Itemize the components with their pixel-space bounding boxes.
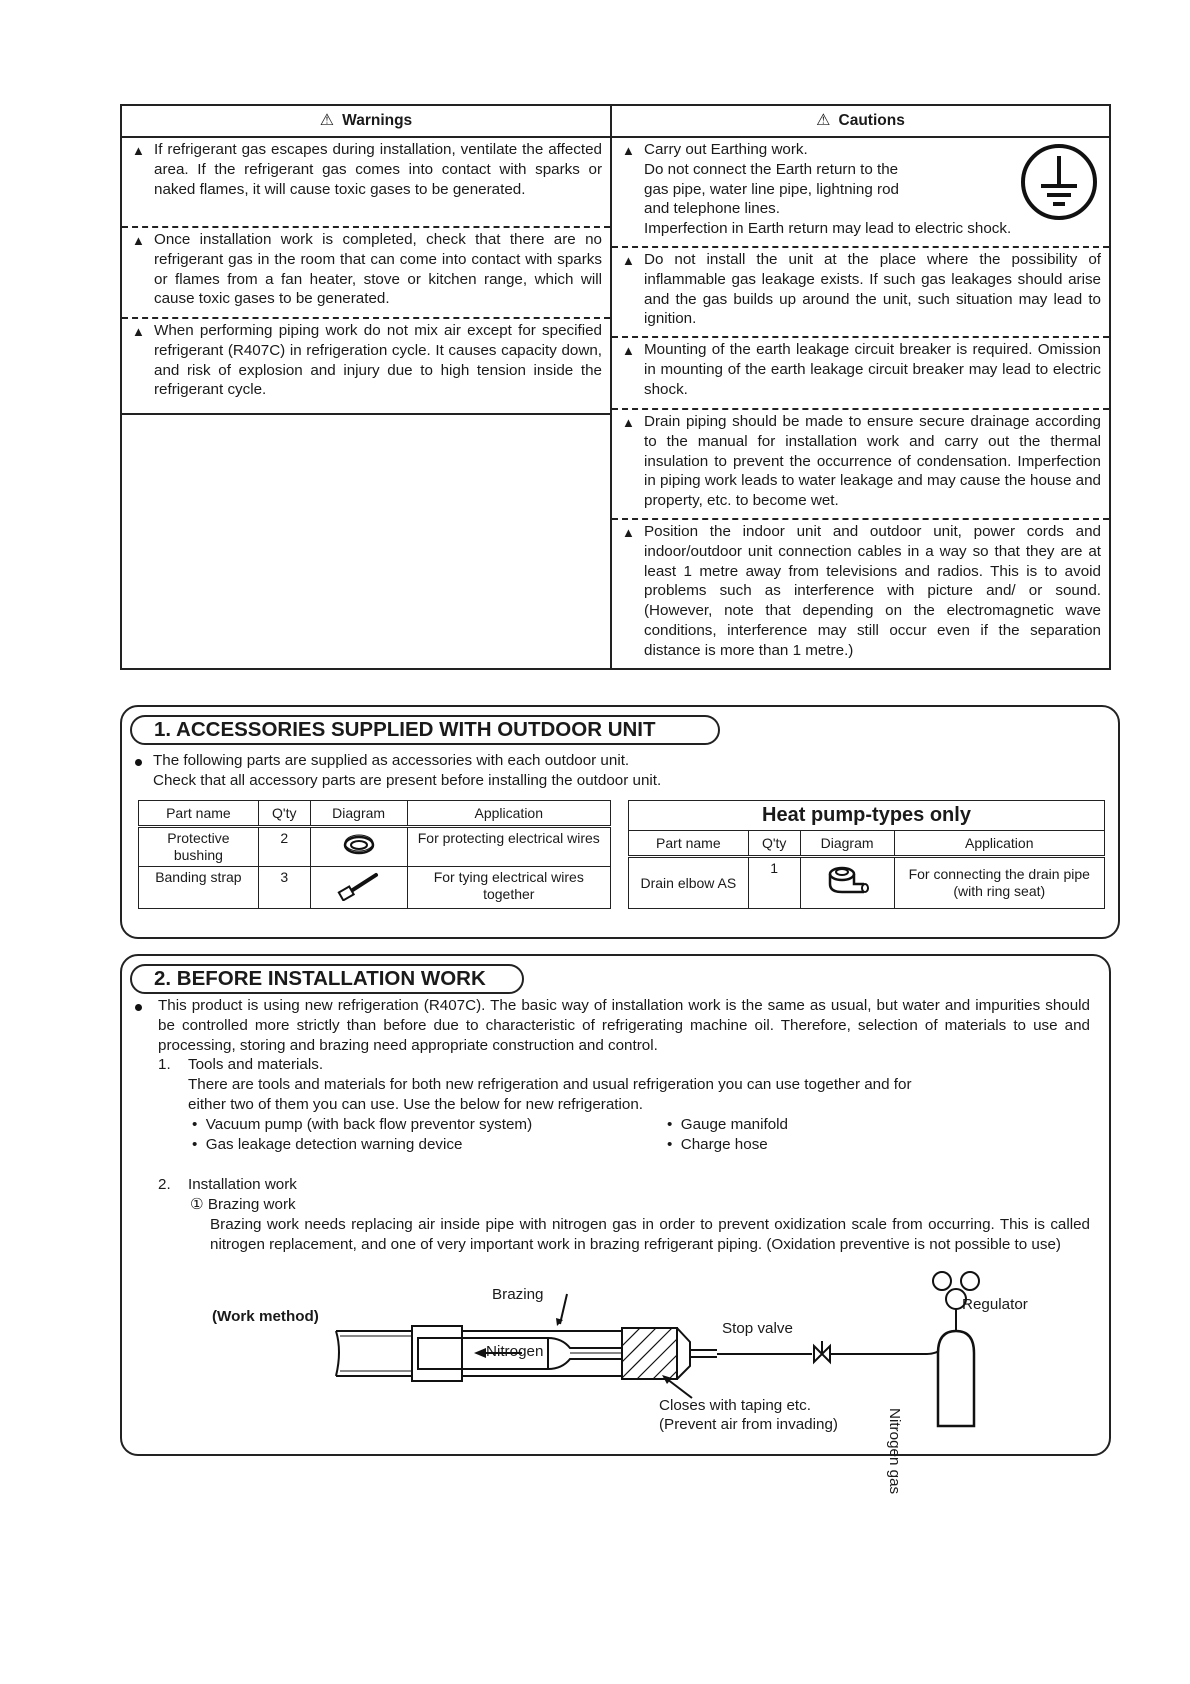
col-header: Q'ty <box>258 801 310 827</box>
nitrogen-label: Nitrogen <box>486 1343 544 1360</box>
tools-text: either two of them you can use. Use the below for new refrigeration. <box>188 1096 644 1113</box>
warning-item: ▲ When performing piping work do not mix air except for specified refrigerant (R407C) in refrigeration cycle. It causes capacity down, and risk of explosion and injury due to high tension inside the refrigerant cycle. <box>122 319 610 415</box>
warning-item: ▲ If refrigerant gas escapes during installation, ventilate the affected area. If the refrigerant gas comes into contact with sparks or naked flames, it will cause toxic gases to be generated. <box>122 138 610 228</box>
brazing-text: Brazing work needs replacing air inside pipe with nitrogen gas in order to prevent oxidization scale from occurring. This is called nitrogen replacement, and one of very important work in brazing refrigerant piping. (Oxidation preventive is not possible to use) <box>210 1216 1090 1253</box>
caution-item: ▲ Position the indoor unit and outdoor unit, power cords and indoor/outdoor unit connection cables in a way so that they are at least 1 metre away from televisions and radios. This is to avoid problems such as interference with picture and/ or sound. (However, note that depending on the electromagnetic wave conditions, interference may still occur even if the separation distance is more than 1 metre.) <box>622 523 1101 659</box>
table-row <box>139 827 611 867</box>
tool-item: • Vacuum pump (with back flow preventor system) <box>192 1116 533 1133</box>
cautions-header: ⚠ Cautions <box>612 106 1109 138</box>
table-row <box>139 867 611 909</box>
caution-earthing: ▲ Carry out Earthing work. Do not connect the Earth return to the gas pipe, water line pipe, lightning rod and telephone lines. Imperfection in Earth return may lead to electric shock. <box>612 138 1109 248</box>
work-method-label: (Work method) <box>212 1308 319 1325</box>
nitrogen-gas-label: Nitrogen gas <box>886 1408 903 1495</box>
part-name: Banding strap <box>139 867 259 909</box>
bullet-triangle-icon: ▲ <box>622 253 635 268</box>
bullet-triangle-icon: ▲ <box>132 233 145 248</box>
col-header: Part name <box>139 801 259 827</box>
bullet-triangle-icon: ▲ <box>622 343 635 358</box>
part-name: Protective bushing <box>139 827 259 867</box>
section-title: 1. ACCESSORIES SUPPLIED WITH OUTDOOR UNIT <box>130 715 720 745</box>
warnings-column <box>122 106 612 668</box>
list-number: 1. <box>158 1056 171 1073</box>
table-header-row <box>629 831 1105 857</box>
bullet-triangle-icon: ▲ <box>622 143 635 158</box>
col-header: Q'ty <box>748 831 800 857</box>
drain-elbow-icon <box>820 860 874 902</box>
regulator-label: Regulator <box>962 1296 1028 1313</box>
closes-label: Closes with taping etc. <box>659 1397 811 1414</box>
tools-text: There are tools and materials for both new refrigeration and usual refrigeration you can use together and for <box>188 1076 912 1093</box>
bullet-triangle-icon: ▲ <box>622 415 635 430</box>
install-title: Installation work <box>188 1176 297 1193</box>
application: For tying electrical wires together <box>407 867 610 909</box>
table-header-row <box>139 801 611 827</box>
bullet-triangle-icon: ▲ <box>132 143 145 158</box>
section-title: 2. BEFORE INSTALLATION WORK <box>130 964 524 994</box>
caution-item: ▲ Mounting of the earth leakage circuit breaker is required. Omission in mounting of the earth leakage circuit breaker may lead to electric shock. <box>612 338 1109 410</box>
warnings-cautions-table <box>120 104 1111 670</box>
brazing-diagram <box>322 1276 942 1436</box>
intro-text: The following parts are supplied as accessories with each outdoor unit. <box>153 752 630 769</box>
warnings-header: ⚠ Warnings <box>122 106 610 138</box>
col-header: Part name <box>629 831 749 857</box>
earth-ground-icon <box>1019 142 1099 222</box>
warning-triangle-icon: ⚠ <box>319 112 335 129</box>
nitrogen-cylinder-diagram <box>912 1261 1022 1431</box>
warning-triangle-icon: ⚠ <box>816 112 831 129</box>
heatpump-title: Heat pump-types only <box>629 801 1105 831</box>
bullet-dot <box>135 759 142 766</box>
brazing-title: ① Brazing work <box>190 1196 296 1213</box>
quantity: 1 <box>748 857 800 909</box>
quantity: 3 <box>258 867 310 909</box>
application: For connecting the drain pipe (with ring seat) <box>894 857 1105 909</box>
bullet-dot <box>135 1004 142 1011</box>
brazing-label: Brazing <box>492 1286 544 1303</box>
quantity: 2 <box>258 827 310 867</box>
diagram-cell <box>310 867 407 909</box>
tools-title: Tools and materials. <box>188 1056 324 1073</box>
stop-valve-label: Stop valve <box>722 1320 793 1337</box>
cautions-column <box>612 106 1109 668</box>
caution-item: ▲ Drain piping should be made to ensure secure drainage according to the manual for installation work and carry out the thermal insulation to prevent the occurrence of condensation. Imperfection in piping work leads to water leakage and may cause the house and property, etc. to become wet. <box>612 410 1109 520</box>
accessories-table <box>138 800 611 909</box>
intro-text: Check that all accessory parts are present before installing the outdoor unit. <box>153 772 662 789</box>
col-header: Application <box>894 831 1105 857</box>
diagram-cell <box>310 827 407 867</box>
col-header: Application <box>407 801 610 827</box>
before-installation-section <box>120 954 1111 1495</box>
col-header: Diagram <box>800 831 894 857</box>
table-row <box>629 857 1105 909</box>
strap-icon <box>334 869 384 901</box>
tool-item: • Charge hose <box>667 1136 768 1153</box>
bushing-icon <box>339 830 379 858</box>
list-number: 2. <box>158 1176 171 1193</box>
application: For protecting electrical wires <box>407 827 610 867</box>
tool-item: • Gas leakage detection warning device <box>192 1136 463 1153</box>
accessories-section <box>120 705 1120 939</box>
heatpump-table <box>628 800 1105 909</box>
closes-label: (Prevent air from invading) <box>659 1416 838 1433</box>
part-name: Drain elbow AS <box>629 857 749 909</box>
diagram-cell <box>800 857 894 909</box>
col-header: Diagram <box>310 801 407 827</box>
table-title-row <box>629 801 1105 831</box>
bullet-triangle-icon: ▲ <box>622 525 635 540</box>
warning-item: ▲ Once installation work is completed, check that there are no refrigerant gas in the room that can come into contact with sparks or flames from a fan heater, stove or kitchen range, which will cause toxic gases to be generated. <box>122 228 610 319</box>
bullet-triangle-icon: ▲ <box>132 324 145 339</box>
intro-text: This product is using new refrigeration (R407C). The basic way of installation work is the same as usual, but water and impurities should be controlled more strictly than before due to characteristic of refrigerating machine oil. Therefore, selection of materials to use and processing, storing and brazing need appropriate construction and control. <box>158 997 1090 1054</box>
caution-item: ▲ Do not install the unit at the place where the possibility of inflammable gas leakage exists. If such gas leakages should arise and the gas builds up around the unit, such situation may lead to ignition. <box>612 248 1109 338</box>
tool-item: • Gauge manifold <box>667 1116 788 1133</box>
